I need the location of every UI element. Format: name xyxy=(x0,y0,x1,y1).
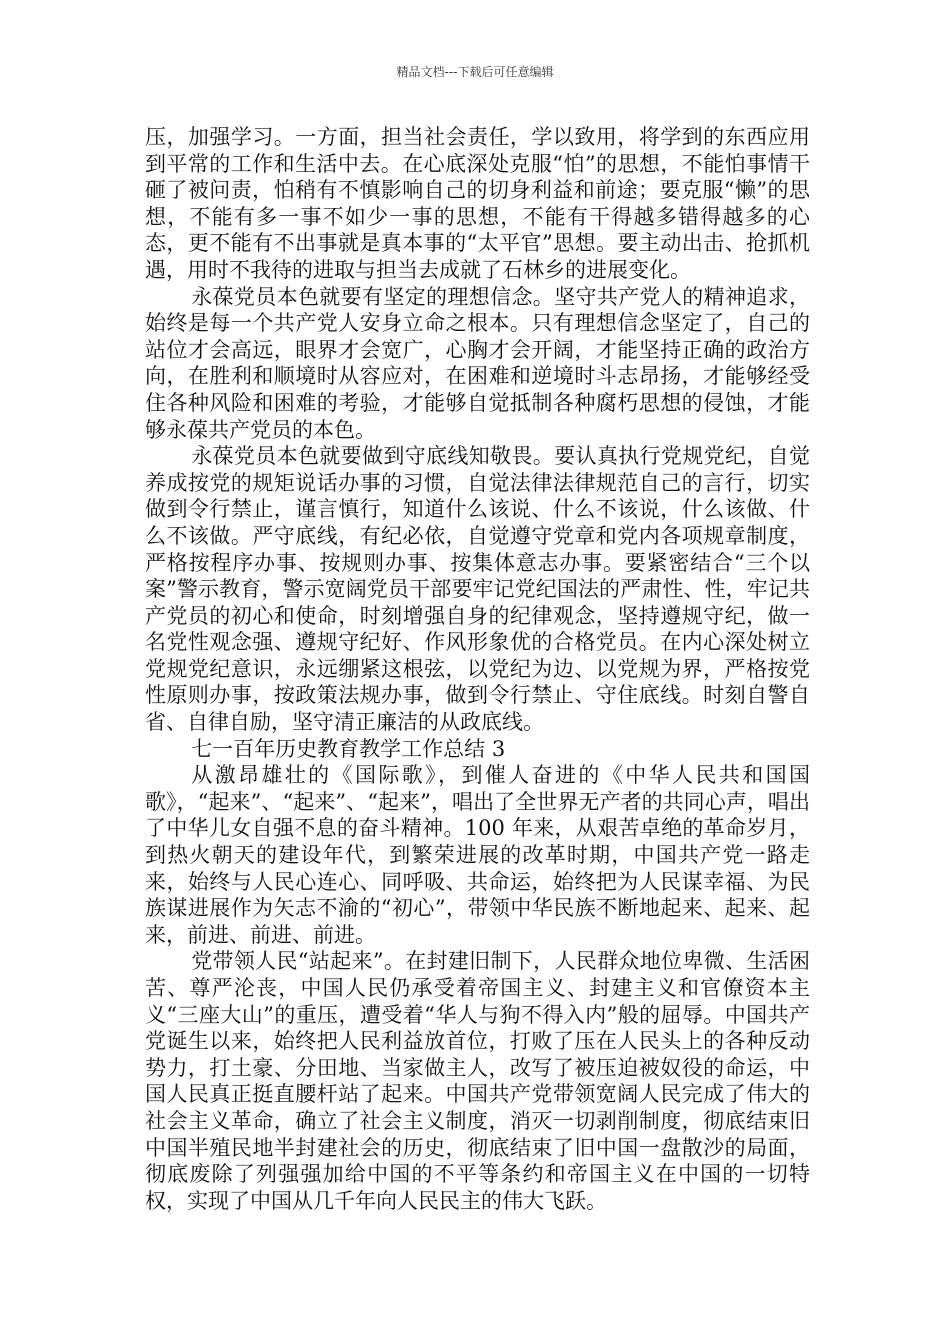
paragraph-stand-up: 党带领人民“站起来”。在封建旧制下，人民群众地位卑微、生活困苦、尊严沦丧，中国人民仍承受着帝国主义、封建主义和官僚资本主义“三座大山”的重压，遭受着“华人与狗不得入内”般的屈辱。中国共产党诞生以来，始终把人民利益放首位，打败了压在人民头上的各种反动势力，打土豪、分田地、当家做主人，改写了被压迫被奴役的命运，中国人民真正挺直腰杆站了起来。中国共产党带领宽阔人民完成了伟大的社会主义革命，确立了社会主义制度，消灭一切剥削制度，彻底结束旧中国半殖民地半封建社会的历史，彻底结束了旧中国一盘散沙的局面，彻底废除了列强强加给中国的不平等条约和帝国主义在中国的一切特权，实现了中国从几千年向人民民主的伟大飞跃。 xyxy=(145,949,810,1213)
paragraph-discipline: 永葆党员本色就要做到守底线知敬畏。要认真执行党规党纪，自觉养成按党的规矩说话办事的习惯，自觉法律法律规范自己的言行，切实做到令行禁止，谨言慎行，知道什么该说、什么不该说，什么该做、什么不该做。严守底线，有纪必依，自觉遵守党章和党内各项规章制度，严格按程序办事、按规则办事、按集体意志办事。要紧密结合“三个以案”警示教育，警示宽阔党员干部要牢记党纪国法的严肃性、性，牢记共产党员的初心和使命，时刻增强自身的纪律观念，坚持遵规守纪，做一名党性观念强、遵规守纪好、作风形象优的合格党员。在内心深处树立党规党纪意识，永远绷紧这根弦，以党纪为边、以党规为界，严格按党性原则办事，按政策法规办事，做到令行禁止、守住底线。时刻自警自省、自律自励，坚守清正廉洁的从政底线。 xyxy=(145,444,810,735)
section-title: 七一百年历史教育教学工作总结 3 xyxy=(191,736,506,761)
paragraph-continuation: 压，加强学习。一方面，担当社会责任，学以致用，将学到的东西应用到平常的工作和生活中去。在心底深处克服“怕”的思想，不能怕事情干砸了被问责，怕稍有不慎影响自己的切身利益和前途；要克服“懒”的思想，不能有多一事不如少一事的思想，不能有干得越多错得越多的心态，更不能有不出事就是真本事的“太平官”思想。要主动出击、抢抓机遇，用时不我待的进取与担当去成就了石林乡的进展变化。 xyxy=(145,125,810,282)
document-body xyxy=(145,124,810,1214)
page-header: 精品文档---下载后可任意编辑 xyxy=(396,65,554,79)
paragraph-anthem: 从激昂雄壮的《国际歌》，到催人奋进的《中华人民共和国国歌》，“起来”、“起来”、“起来”，唱出了全世界无产者的共同心声，唱出了中华儿女自强不息的奋斗精神。100 年来，从艰苦卓绝的革命岁月，到热火朝天的建设年代，到繁荣进展的改革时期，中国共产党一路走来，始终与人民心连心、同呼吸、共命运，始终把为人民谋幸福、为民族谋进展作为矢志不渝的“初心”，带领中华民族不断地起来、起来、起来，前进、前进、前进。 xyxy=(145,763,810,947)
paragraph-ideals: 永葆党员本色就要有坚定的理想信念。坚守共产党人的精神追求，始终是每一个共产党人安身立命之根本。只有理想信念坚定了，自己的站位才会高远，眼界才会宽广，心胸才会开阔，才能坚持正确的政治方向，在胜利和顺境时从容应对，在困难和逆境时斗志昂扬，才能够经受住各种风险和困难的考验，才能够自觉抵制各种腐朽思想的侵蚀，才能够永葆共产党员的本色。 xyxy=(145,284,810,442)
